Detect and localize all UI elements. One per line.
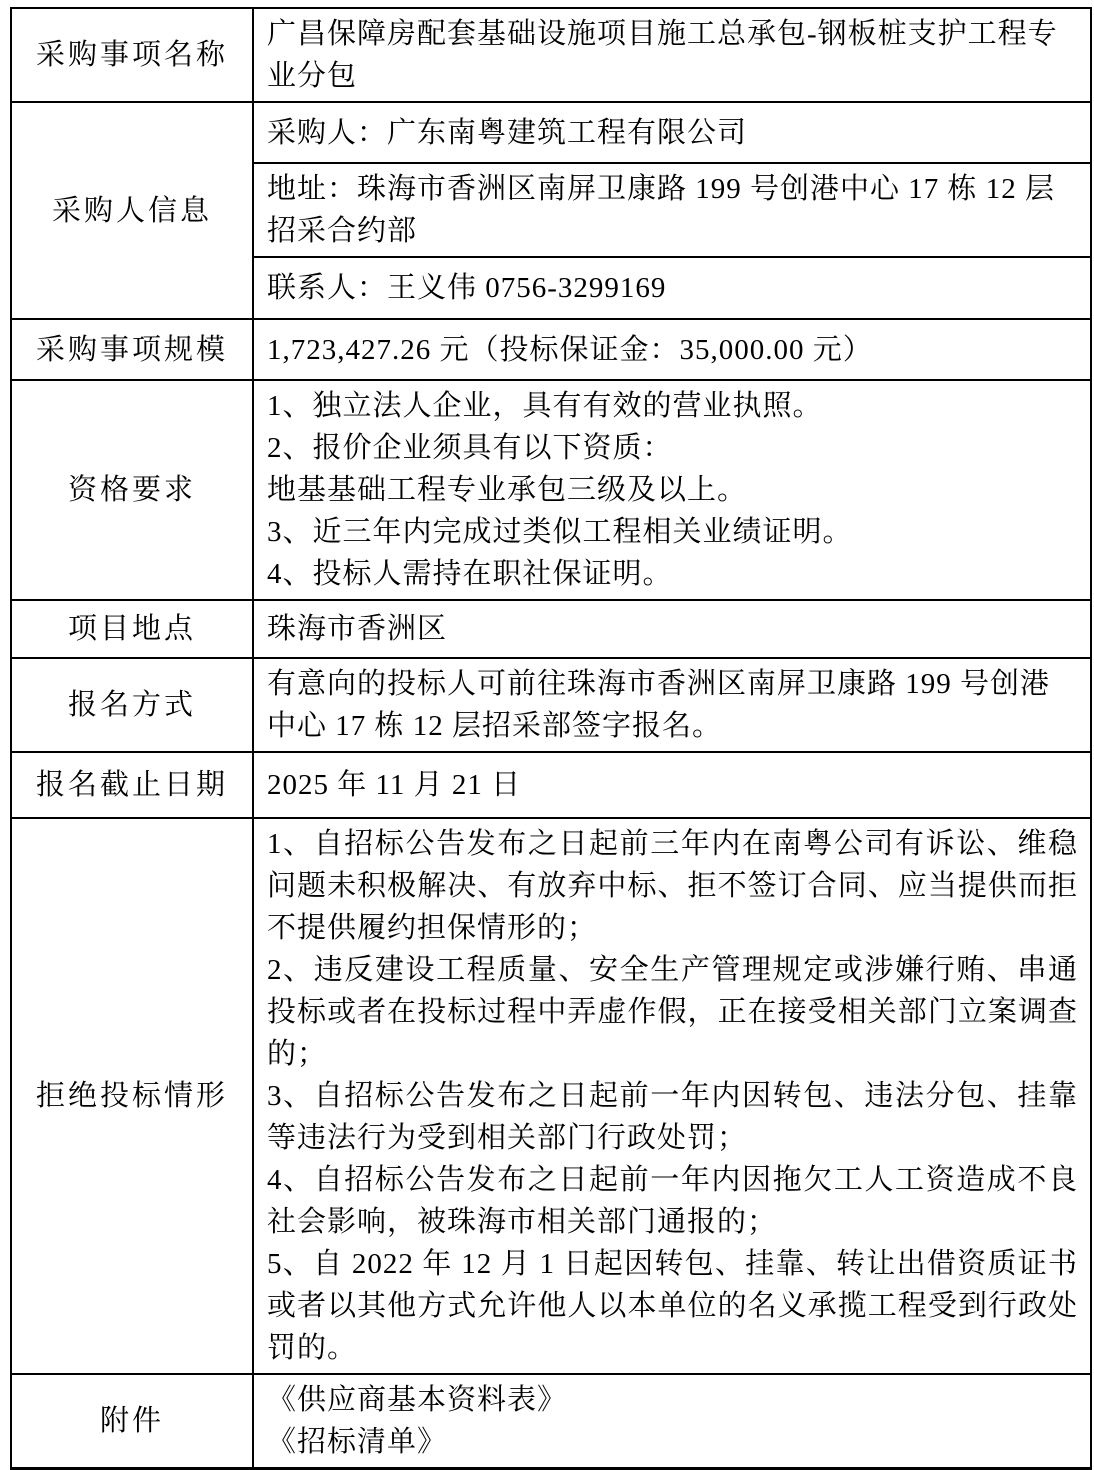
row-value-registration-method: 有意向的投标人可前往珠海市香洲区南屏卫康路 199 号创港中心 17 栋 12 层招采部签字报名。: [253, 658, 1091, 752]
table-row-registration-deadline: [11, 752, 1091, 818]
row-value-procurement-scale: 1,723,427.26 元（投标保证金：35,000.00 元）: [253, 319, 1091, 380]
attachment-item: 《招标清单》: [267, 1426, 448, 1458]
procurement-notice-table: [10, 7, 1092, 1470]
attachment-item: 《供应商基本资料表》: [267, 1384, 568, 1416]
qualification-line: 1、独立法人企业，具有有效的营业执照。: [267, 390, 823, 422]
table-row-qualification-requirements: [11, 380, 1091, 600]
row-label-qualification-requirements: 资格要求: [11, 380, 253, 600]
row-label-bid-rejection-circumstances: 拒绝投标情形: [11, 818, 253, 1374]
qualification-line: 2、报价企业须具有以下资质：: [267, 432, 673, 464]
row-value-attachments: [253, 1374, 1091, 1469]
row-value-project-location: 珠海市香洲区: [253, 600, 1091, 658]
rejection-clause: 5、自 2022 年 12 月 1 日起因转包、挂靠、转让出借资质证书或者以其他方式允许他人以本单位的名义承揽工程受到行政处罚的。: [267, 1248, 1078, 1364]
row-value-qualification-requirements: [253, 380, 1091, 600]
row-label-purchaser-info: 采购人信息: [11, 102, 253, 319]
row-label-procurement-name: 采购事项名称: [11, 8, 253, 102]
qualification-line: 3、近三年内完成过类似工程相关业绩证明。: [267, 516, 853, 548]
row-label-procurement-scale: 采购事项规模: [11, 319, 253, 380]
row-label-registration-method: 报名方式: [11, 658, 253, 752]
row-value-address: 地址：珠海市香洲区南屏卫康路 199 号创港中心 17 栋 12 层招采合约部: [253, 163, 1091, 257]
row-value-procurement-name: 广昌保障房配套基础设施项目施工总承包-钢板桩支护工程专业分包: [253, 8, 1091, 102]
qualification-line: 地基基础工程专业承包三级及以上。: [267, 474, 748, 506]
table-row-purchaser-info-buyer: [11, 102, 1091, 163]
table-row-project-location: [11, 600, 1091, 658]
rejection-clause: 1、自招标公告发布之日起前三年内在南粤公司有诉讼、维稳问题未积极解决、有放弃中标、拒不签订合同、应当提供而拒不提供履约担保情形的；: [267, 828, 1078, 944]
row-value-bid-rejection-circumstances: [253, 818, 1091, 1374]
row-value-contact: 联系人：王义伟 0756-3299169: [253, 257, 1091, 319]
row-label-registration-deadline: 报名截止日期: [11, 752, 253, 818]
rejection-clause: 2、违反建设工程质量、安全生产管理规定或涉嫌行贿、串通投标或者在投标过程中弄虚作假，正在接受相关部门立案调查的；: [267, 954, 1078, 1070]
row-label-project-location: 项目地点: [11, 600, 253, 658]
table-row-bid-rejection-circumstances: [11, 818, 1091, 1374]
rejection-clause: 4、自招标公告发布之日起前一年内因拖欠工人工资造成不良社会影响，被珠海市相关部门通报的；: [267, 1164, 1078, 1238]
table-row-procurement-scale: [11, 319, 1091, 380]
row-value-registration-deadline: 2025 年 11 月 21 日: [253, 752, 1091, 818]
table-row-registration-method: [11, 658, 1091, 752]
table-row-procurement-name: [11, 8, 1091, 102]
row-label-attachments: 附件: [11, 1374, 253, 1469]
qualification-line: 4、投标人需持在职社保证明。: [267, 558, 673, 590]
table-row-attachments: [11, 1374, 1091, 1469]
rejection-clause: 3、自招标公告发布之日起前一年内因转包、违法分包、挂靠等违法行为受到相关部门行政处罚；: [267, 1080, 1078, 1154]
row-value-purchaser: 采购人：广东南粤建筑工程有限公司: [253, 102, 1091, 163]
